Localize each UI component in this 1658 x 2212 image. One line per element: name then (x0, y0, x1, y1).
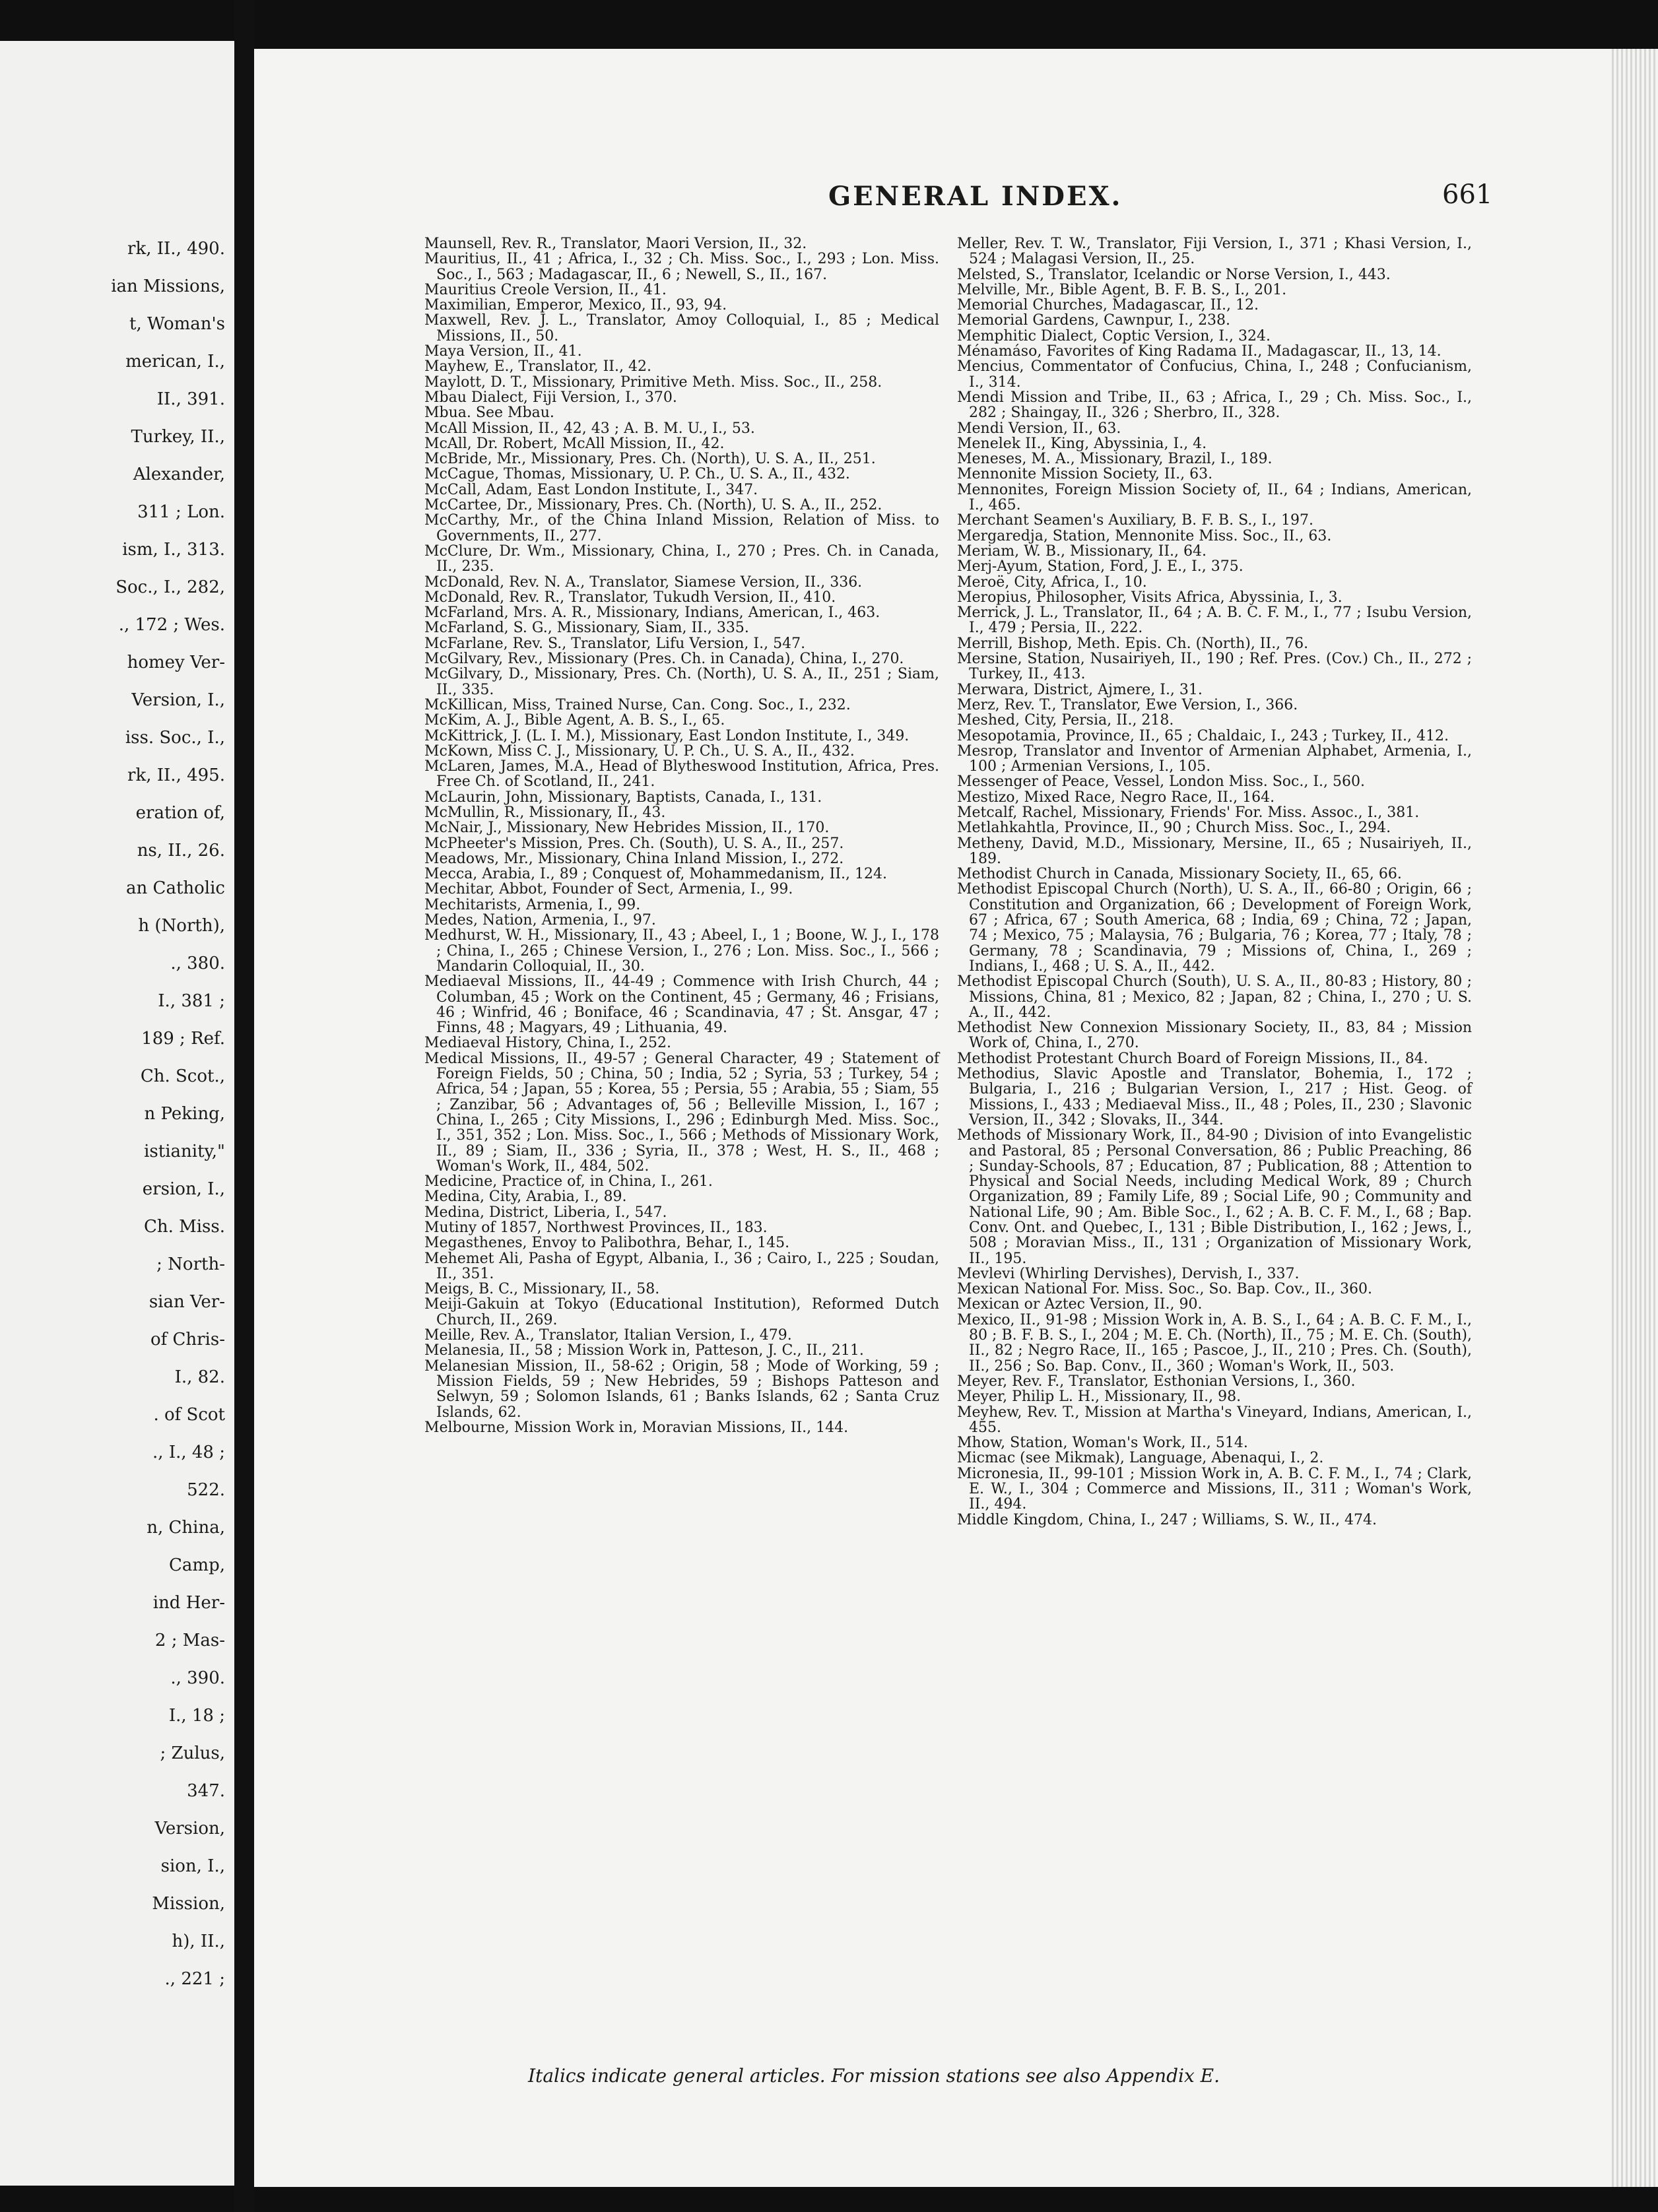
left-page-text-fragment: of Chris- (150, 1330, 225, 1350)
index-entry: McLaren, James, M.A., Head of Blytheswood Institution, Africa, Pres. Free Ch. of Scotland, II., 241. (424, 758, 939, 791)
index-entry: Ménamáso, Favorites of King Radama II., Madagascar, II., 13, 14. (957, 343, 1442, 360)
index-entry: Memorial Gardens, Cawnpur, I., 238. (957, 312, 1231, 329)
left-page-text-fragment: Version, (154, 1819, 225, 1838)
index-entry: Mhow, Station, Woman's Work, II., 514. (957, 1435, 1248, 1452)
index-entry: Maximilian, Emperor, Mexico, II., 93, 94. (424, 297, 727, 314)
index-entry: Mbau Dialect, Fiji Version, I., 370. (424, 389, 677, 406)
index-entry: Merchant Seamen's Auxiliary, B. F. B. S., I., 197. (957, 512, 1314, 529)
left-page-text-fragment: merican, I., (125, 352, 225, 372)
left-page-text-fragment: 347. (187, 1781, 225, 1801)
left-page-text-fragment: sion, I., (160, 1856, 225, 1876)
left-page-text-fragment: sian Ver- (149, 1292, 225, 1312)
footer-note: Italics indicate general articles. For mission stations see also Appendix E. (528, 2065, 1220, 2087)
index-entry: Mestizo, Mixed Race, Negro Race, II., 164. (957, 789, 1275, 806)
left-page-text-fragment: ., I., 48 ; (152, 1443, 225, 1462)
index-entry: McKillican, Miss, Trained Nurse, Can. Cong. Soc., I., 232. (424, 696, 851, 713)
index-entry: Mendi Mission and Tribe, II., 63 ; Africa, I., 29 ; Ch. Miss. Soc., I., 282 ; Shaingay, II., 326 ; Sherbro, II., 328. (957, 389, 1472, 422)
index-entry: Mbua. See Mbau. (424, 405, 554, 422)
index-entry: Meshed, City, Persia, II., 218. (957, 712, 1174, 729)
index-entry: Megasthenes, Envoy to Palibothra, Behar, I., 145. (424, 1235, 790, 1252)
index-entry: Meadows, Mr., Missionary, China Inland Mission, I., 272. (424, 850, 844, 867)
index-entry: Mexico, II., 91-98 ; Mission Work in, A. B. S., I., 64 ; A. B. C. F. M., I., 80 ; B. F. B. S., I., 204 ; M. E. Ch. (North), II., 75 ; M. E. Ch. (South), II., 82 ; Negro Race, II., 165 ; Pascoe, J., II., 210 ; Pres. Ch. (South), II., 256 ; So. Bap. Conv., II., 360 ; Woman's Work, II., 503. (957, 1311, 1472, 1375)
index-entry: Merrick, J. L., Translator, II., 64 ; A. B. C. F. M., I., 77 ; Isubu Version, I., 479 ; Persia, II., 222. (957, 604, 1472, 637)
index-entry: Merz, Rev. T., Translator, Ewe Version, I., 366. (957, 696, 1298, 713)
index-entry: Meille, Rev. A., Translator, Italian Version, I., 479. (424, 1327, 792, 1344)
index-entry: Medina, City, Arabia, I., 89. (424, 1188, 627, 1206)
index-entry: McDonald, Rev. N. A., Translator, Siamese Version, II., 336. (424, 573, 863, 591)
right-page (254, 49, 1658, 2187)
index-entry: Methodist Protestant Church Board of Foreign Missions, II., 84. (957, 1050, 1428, 1067)
left-page-text-fragment: eration of, (135, 803, 225, 823)
index-entry: Mechitarists, Armenia, I., 99. (424, 896, 641, 913)
index-entry: Methodist Church in Canada, Missionary Society, II., 65, 66. (957, 866, 1402, 883)
left-page-text-fragment: iss. Soc., I., (125, 728, 225, 748)
index-entry: Micronesia, II., 99-101 ; Mission Work in, A. B. C. F. M., I., 74 ; Clark, E. W., I., 304 ; Commerce and Missions, II., 311 ; Woman's Work, II., 494. (957, 1465, 1472, 1513)
index-entry: McCartee, Dr., Missionary, Pres. Ch. (North), U. S. A., II., 252. (424, 497, 882, 514)
index-entry: Medina, District, Liberia, I., 547. (424, 1204, 667, 1221)
index-entry: McFarlane, Rev. S., Translator, Lifu Version, I., 547. (424, 635, 806, 652)
left-page-text-fragment: II., 391. (156, 389, 225, 409)
left-page-text-fragment: 311 ; Lon. (137, 502, 225, 522)
left-page-text-fragment: 2 ; Mas- (154, 1631, 225, 1650)
index-entry: Mediaeval History, China, I., 252. (424, 1035, 671, 1052)
index-entry: Methodist Episcopal Church (South), U. S. A., II., 80-83 ; History, 80 ; Missions, China, 81 ; Mexico, 82 ; Japan, 82 ; China, I., 270 ; U. S. A., II., 442. (957, 973, 1472, 1021)
left-page-text-fragment: an Catholic (126, 878, 225, 898)
index-entry: Medical Missions, II., 49-57 ; General Character, 49 ; Statement of Foreign Fields, 50 ; China, 50 ; India, 52 ; Syria, 53 ; Turkey, 54 ; Africa, 54 ; Japan, 55 ; Korea, 55 ; Persia, 55 ; Arabia, 55 ; Siam, 55 ; Zanzibar, 56 ; Advantages of, 56 ; Belleville Mission, I., 167 ; China, I., 265 ; City Missions, I., 296 ; Edinburgh Med. Miss. Soc., I., 351, 352 ; Lon. Miss. Soc., I., 566 ; Methods of Missionary Work, II., 89 ; Siam, II., 336 ; Syria, II., 378 ; West, H. S., II., 468 ; Woman's Work, II., 484, 502. (424, 1050, 939, 1175)
left-page-text-fragment: Turkey, II., (131, 427, 225, 447)
index-entry: Mesopotamia, Province, II., 65 ; Chaldaic, I., 243 ; Turkey, II., 412. (957, 727, 1449, 744)
index-entry: Menelek II., King, Abyssinia, I., 4. (957, 435, 1207, 452)
index-entry: Meigs, B. C., Missionary, II., 58. (424, 1281, 660, 1298)
left-page-text-fragment: Camp, (169, 1555, 225, 1575)
left-page-text-fragment: rk, II., 495. (127, 765, 225, 785)
index-entry: Meiji-Gakuin at Tokyo (Educational Institution), Reformed Dutch Church, II., 269. (424, 1296, 939, 1328)
index-entry: Meyer, Rev. F., Translator, Esthonian Versions, I., 360. (957, 1373, 1356, 1390)
left-page-text-fragment: ian Missions, (111, 276, 225, 296)
index-entry: McKown, Miss C. J., Missionary, U. P. Ch., U. S. A., II., 432. (424, 742, 855, 760)
left-page-text-fragment: Alexander, (133, 465, 225, 484)
left-page-text-fragment: Version, I., (131, 690, 225, 710)
left-page-text-fragment: I., 381 ; (158, 991, 225, 1011)
left-page-text-fragment: ; North- (156, 1254, 225, 1274)
index-entry: McMullin, R., Missionary, II., 43. (424, 804, 666, 821)
index-entry: Melbourne, Mission Work in, Moravian Missions, II., 144. (424, 1419, 849, 1436)
index-entry: Methodist New Connexion Missionary Society, II., 83, 84 ; Mission Work of, China, I., 270. (957, 1020, 1472, 1052)
left-page-text-fragment: n Peking, (144, 1104, 225, 1124)
left-page-text-fragment: I., 82. (174, 1367, 225, 1387)
index-entry: McFarland, Mrs. A. R., Missionary, Indians, American, I., 463. (424, 604, 880, 622)
index-entry: Mutiny of 1857, Northwest Provinces, II., 183. (424, 1220, 768, 1236)
page-edge (1612, 49, 1658, 2187)
left-page-text-fragment: rk, II., 490. (127, 239, 225, 259)
index-entry: McCarthy, Mr., of the China Inland Mission, Relation of Miss. to Governments, II., 277. (424, 512, 939, 544)
index-entry: Mexican National For. Miss. Soc., So. Bap. Cov., II., 360. (957, 1281, 1373, 1298)
left-page-text-fragment: ., 380. (170, 954, 225, 973)
index-entry: McLaurin, John, Missionary, Baptists, Canada, I., 131. (424, 789, 822, 806)
index-entry: Merwara, District, Ajmere, I., 31. (957, 681, 1203, 698)
left-page-text-fragment: Soc., I., 282, (116, 577, 225, 597)
index-entry: McCague, Thomas, Missionary, U. P. Ch., U. S. A., II., 432. (424, 466, 850, 483)
index-entry: Maxwell, Rev. J. L., Translator, Amoy Colloquial, I., 85 ; Medical Missions, II., 50. (424, 312, 939, 344)
index-entry: McGilvary, Rev., Missionary (Pres. Ch. in Canada), China, I., 270. (424, 651, 904, 668)
index-entry: Melanesian Mission, II., 58-62 ; Origin, 58 ; Mode of Working, 59 ; Mission Fields, 59 ; New Hebrides, 59 ; Bishops Patteson and Selwyn, 59 ; Solomon Islands, 61 ; Banks Islands, 62 ; Santa Cruz Islands, 62. (424, 1357, 939, 1421)
index-entry: Micmac (see Mikmak), Language, Abenaqui, I., 2. (957, 1450, 1324, 1467)
index-entry: Mexican or Aztec Version, II., 90. (957, 1296, 1203, 1313)
index-entry: McBride, Mr., Missionary, Pres. Ch. (North), U. S. A., II., 251. (424, 451, 876, 468)
left-page-text-fragment: homey Ver- (127, 653, 225, 672)
left-page-text-fragment: istianity," (144, 1142, 225, 1161)
index-entry: McFarland, S. G., Missionary, Siam, II., 335. (424, 620, 749, 637)
index-entry: McAll, Dr. Robert, McAll Mission, II., 42. (424, 435, 725, 452)
index-entry: Mencius, Commentator of Confucius, China, I., 248 ; Confucianism, I., 314. (957, 358, 1472, 391)
index-entry: Mendi Version, II., 63. (957, 420, 1121, 437)
index-entry: Methodius, Slavic Apostle and Translator, Bohemia, I., 172 ; Bulgaria, I., 216 ; Bulgarian Version, I., 217 ; Hist. Geog. of Missions, I., 433 ; Mediaeval Miss., II., 48 ; Poles, II., 230 ; Slavonic Version, II., 342 ; Slovaks, II., 344. (957, 1066, 1472, 1128)
index-entry: Mauritius, II., 41 ; Africa, I., 32 ; Ch. Miss. Soc., I., 293 ; Lon. Miss. Soc., I., 563 ; Madagascar, II., 6 ; Newell, S., II., 167. (424, 251, 939, 283)
index-entry: Meyer, Philip L. H., Missionary, II., 98. (957, 1388, 1242, 1406)
left-page-text-fragment: ., 221 ; (164, 1969, 225, 1989)
index-entry: Meneses, M. A., Missionary, Brazil, I., 189. (957, 451, 1273, 468)
index-entry: Mauritius Creole Version, II., 41. (424, 281, 667, 298)
index-entry: Mediaeval Missions, II., 44-49 ; Commence with Irish Church, 44 ; Columban, 45 ; Work on the Continent, 45 ; Germany, 46 ; Frisians, 46 ; Winfrid, 46 ; Boniface, 46 ; Scandinavia, 47 ; St. Ansgar, 47 ; Finns, 48 ; Magyars, 49 ; Lithuania, 49. (424, 973, 939, 1037)
left-page-text-fragment: ersion, I., (142, 1179, 225, 1199)
index-entry: Maunsell, Rev. R., Translator, Maori Version, II., 32. (424, 236, 807, 252)
left-page-text-fragment: h), II., (172, 1932, 225, 1951)
left-page-text-fragment: ns, II., 26. (137, 841, 225, 861)
left-page-text-fragment: 522. (187, 1480, 225, 1500)
index-entry: McKittrick, J. (L. I. M.), Missionary, East London Institute, I., 349. (424, 727, 910, 744)
index-entry: Medicine, Practice of, in China, I., 261. (424, 1173, 713, 1190)
index-entry: Mechitar, Abbot, Founder of Sect, Armenia, I., 99. (424, 881, 793, 898)
index-entry: Mevlevi (Whirling Dervishes), Dervish, I., 337. (957, 1265, 1300, 1282)
index-entry: Mennonites, Foreign Mission Society of, II., 64 ; Indians, American, I., 465. (957, 481, 1472, 514)
index-entry: Mennonite Mission Society, II., 63. (957, 466, 1213, 483)
index-entry: Meller, Rev. T. W., Translator, Fiji Version, I., 371 ; Khasi Version, I., 524 ; Malagasi Version, II., 25. (957, 236, 1472, 268)
index-entry: Maya Version, II., 41. (424, 343, 582, 360)
index-column-left (424, 236, 939, 1435)
index-entry: Medhurst, W. H., Missionary, II., 43 ; Abeel, I., 1 ; Boone, W. J., I., 178 ; China, I., 265 ; Chinese Version, I., 276 ; Lon. Miss. Soc., I., 566 ; Mandarin Colloquial, II., 30. (424, 927, 939, 975)
index-entry: McKim, A. J., Bible Agent, A. B. S., I., 65. (424, 712, 725, 729)
index-entry: McNair, J., Missionary, New Hebrides Mission, II., 170. (424, 820, 830, 837)
left-page-text-fragment: h (North), (138, 916, 225, 936)
left-page-text-fragment: Ch. Miss. (143, 1217, 225, 1237)
index-entry: Mehemet Ali, Pasha of Egypt, Albania, I., 36 ; Cairo, I., 225 ; Soudan, II., 351. (424, 1250, 939, 1282)
index-entry: Meriam, W. B., Missionary, II., 64. (957, 542, 1207, 560)
index-entry: Messenger of Peace, Vessel, London Miss. Soc., I., 560. (957, 773, 1366, 791)
left-page-text-fragment: n, China, (147, 1518, 225, 1538)
index-entry: Middle Kingdom, China, I., 247 ; Williams, S. W., II., 474. (957, 1511, 1377, 1528)
left-page-text-fragment: ., 390. (170, 1668, 225, 1688)
index-entry: Merj-Ayum, Station, Ford, J. E., I., 375. (957, 558, 1244, 575)
index-entry: McAll Mission, II., 42, 43 ; A. B. M. U., I., 53. (424, 420, 755, 437)
index-entry: Metheny, David, M.D., Missionary, Mersine, II., 65 ; Nusairiyeh, II., 189. (957, 835, 1472, 867)
left-page-text-fragment: ., 172 ; Wes. (118, 615, 225, 635)
index-entry: Memphitic Dialect, Coptic Version, I., 324. (957, 327, 1271, 344)
index-entry: Melville, Mr., Bible Agent, B. F. B. S., I., 201. (957, 281, 1287, 298)
left-page-text-fragment: Mission, (152, 1894, 225, 1914)
index-entry: Metcalf, Rachel, Missionary, Friends' For. Miss. Assoc., I., 381. (957, 804, 1420, 821)
left-page-text-fragment: I., 18 ; (168, 1706, 225, 1726)
index-entry: Melanesia, II., 58 ; Mission Work in, Patteson, J. C., II., 211. (424, 1342, 864, 1359)
index-entry: Methodist Episcopal Church (North), U. S. A., II., 66-80 ; Origin, 66 ; Constitution and Organization, 66 ; Development of Foreign Work, 67 ; Africa, 67 ; South America, 68 ; India, 69 ; China, 72 ; Japan, 74 ; Mexico, 75 ; Malaysia, 76 ; Bulgaria, 76 ; Korea, 77 ; Italy, 78 ; Germany, 78 ; Scandinavia, 79 ; Missions of, China, I., 269 ; Indians, I., 468 ; U. S. A., II., 442. (957, 881, 1472, 975)
index-entry: McDonald, Rev. R., Translator, Tukudh Version, II., 410. (424, 589, 836, 606)
index-entry: Mesrop, Translator and Inventor of Armenian Alphabet, Armenia, I., 100 ; Armenian Versions, I., 105. (957, 742, 1472, 775)
page-number: 661 (1442, 179, 1493, 210)
left-page-text-fragment: 189 ; Ref. (141, 1029, 225, 1049)
left-page-text-fragment: ism, I., 313. (122, 540, 225, 560)
index-entry: Mergaredja, Station, Mennonite Miss. Soc., II., 63. (957, 527, 1332, 544)
index-entry: Mecca, Arabia, I., 89 ; Conquest of, Mohammedanism, II., 124. (424, 866, 888, 883)
left-page-text-fragment: t, Woman's (129, 314, 225, 334)
book-gutter (234, 0, 254, 2212)
index-entry: Mayhew, E., Translator, II., 42. (424, 358, 651, 375)
page-header-title: GENERAL INDEX. (828, 181, 1123, 212)
left-page-text-fragment: ; Zulus, (160, 1743, 225, 1763)
index-entry: Mersine, Station, Nusairiyeh, II., 190 ; Ref. Pres. (Cov.) Ch., II., 272 ; Turkey, II., 413. (957, 651, 1472, 683)
index-entry: Maylott, D. T., Missionary, Primitive Meth. Miss. Soc., II., 258. (424, 374, 882, 391)
left-page-text-fragment: ind Her- (152, 1593, 225, 1613)
index-entry: Meyhew, Rev. T., Mission at Martha's Vineyard, Indians, American, I., 455. (957, 1404, 1472, 1436)
index-entry: Methods of Missionary Work, II., 84-90 ; Division of into Evangelistic and Pastoral, 85 ; Personal Conversation, 86 ; Public Preaching, 86 ; Sunday-Schools, 87 ; Education, 87 ; Publication, 88 ; Attention to Physical and Social Needs, including Medical Work, 89 ; Church Organization, 89 ; Family Life, 89 ; Social Life, 90 ; Community and National Life, 90 ; Am. Bible Soc., I., 62 ; A. B. C. F. M., I., 68 ; Bap. Conv. Ont. and Quebec, I., 131 ; Bible Distribution, I., 162 ; Jews, I., 508 ; Moravian Miss., II., 131 ; Organization of Missionary Work, II., 195. (957, 1127, 1472, 1267)
index-entry: Memorial Churches, Madagascar, II., 12. (957, 297, 1259, 314)
index-entry: McCall, Adam, East London Institute, I., 347. (424, 481, 758, 498)
left-page-text-fragment: . of Scot (153, 1405, 225, 1425)
index-entry: Metlahkahtla, Province, II., 90 ; Church Miss. Soc., I., 294. (957, 820, 1391, 837)
index-entry: Melsted, S., Translator, Icelandic or Norse Version, I., 443. (957, 266, 1391, 283)
left-page-text-fragment: Ch. Scot., (140, 1066, 225, 1086)
index-column-right (957, 236, 1472, 1528)
index-entry: Meropius, Philosopher, Visits Africa, Abyssinia, I., 3. (957, 589, 1343, 606)
index-entry: McPheeter's Mission, Pres. Ch. (South), U. S. A., II., 257. (424, 835, 844, 852)
left-page-fragment (0, 41, 234, 2186)
index-entry: Meroë, City, Africa, I., 10. (957, 573, 1147, 591)
index-entry: Medes, Nation, Armenia, I., 97. (424, 912, 656, 929)
index-entry: McGilvary, D., Missionary, Pres. Ch. (North), U. S. A., II., 251 ; Siam, II., 335. (424, 666, 939, 698)
index-entry: Merrill, Bishop, Meth. Epis. Ch. (North), II., 76. (957, 635, 1309, 652)
index-entry: McClure, Dr. Wm., Missionary, China, I., 270 ; Pres. Ch. in Canada, II., 235. (424, 542, 939, 575)
